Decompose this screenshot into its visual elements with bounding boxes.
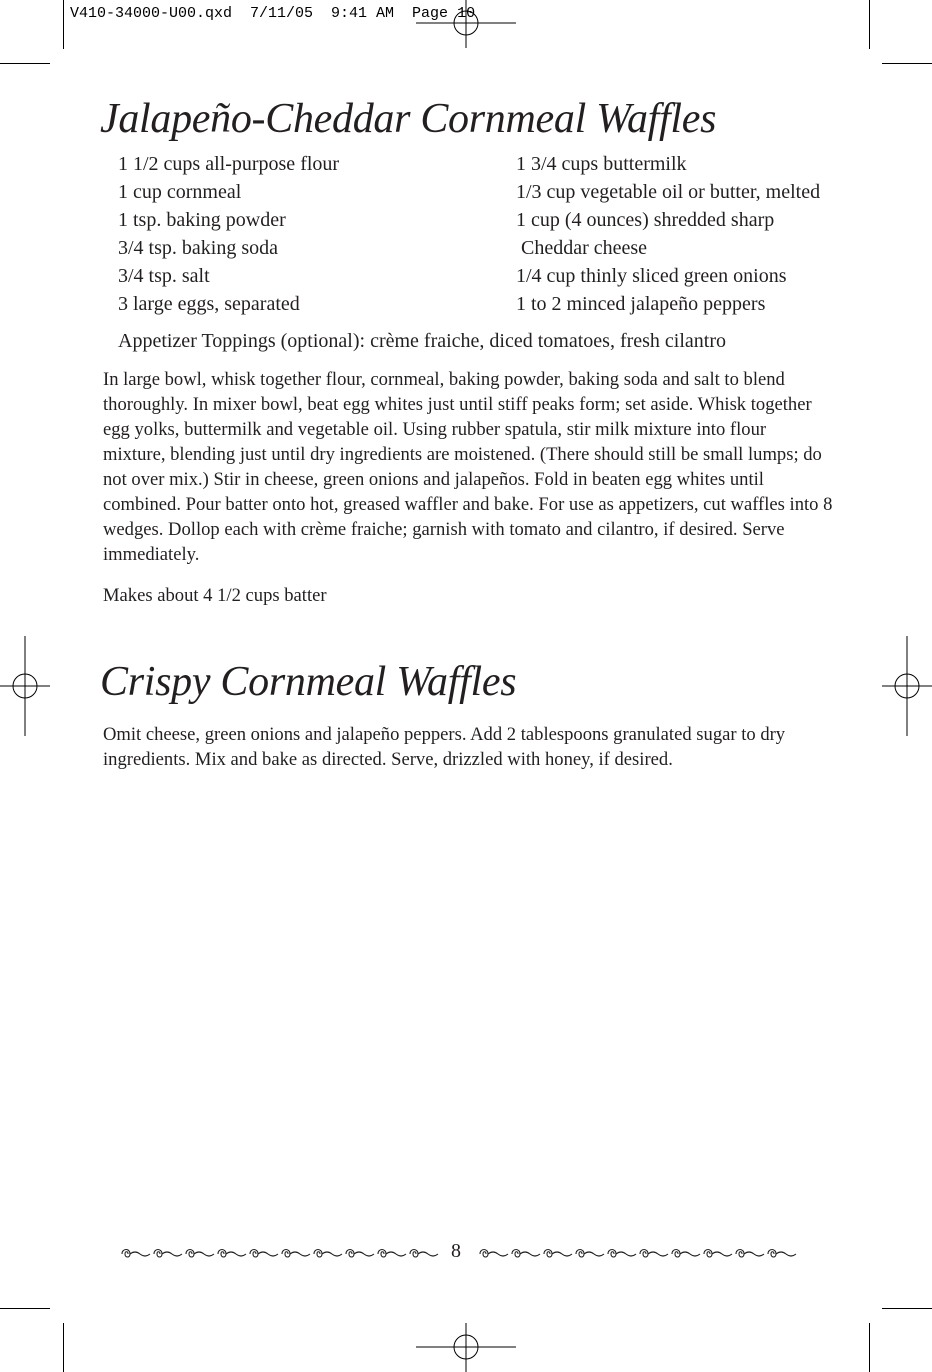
ingredient-item: 1 to 2 minced jalapeño peppers (516, 293, 766, 315)
registration-mark-bottom (416, 1323, 516, 1372)
ornament-left (122, 1250, 438, 1258)
recipe-title-jalapeno-cheddar: Jalapeño-Cheddar Cornmeal Waffles (100, 96, 717, 142)
ingredient-item: 3/4 tsp. salt (118, 265, 210, 287)
ornament-right (480, 1250, 796, 1258)
ingredient-item: 1 cup (4 ounces) shredded sharp (516, 209, 775, 231)
recipe-title-crispy-cornmeal: Crispy Cornmeal Waffles (100, 659, 517, 705)
ingredients-right-column (516, 150, 820, 318)
ingredient-item: 3/4 tsp. baking soda (118, 237, 278, 259)
registration-mark-left (0, 636, 50, 736)
ingredients-left-column (118, 150, 339, 318)
registration-mark-right (882, 636, 932, 736)
ingredient-item: 1 tsp. baking powder (118, 209, 286, 231)
print-slug-line: V410-34000-U00.qxd 7/11/05 9:41 AM Page 10 (70, 5, 476, 22)
ingredient-item: 1 3/4 cups buttermilk (516, 153, 687, 175)
ingredient-item: 1/3 cup vegetable oil or butter, melted (516, 181, 821, 203)
recipe-variation-directions: Omit cheese, green onions and jalapeño peppers. Add 2 tablespoons granulated sugar to dry ingredients. Mix and bake as directed. Serve, drizzled with honey, if desired. (103, 724, 786, 770)
ingredient-item: 1 cup cornmeal (118, 181, 242, 203)
page-number: 8 (451, 1240, 461, 1262)
ingredient-item-continuation: Cheddar cheese (521, 237, 648, 259)
ingredient-item: 1/4 cup thinly sliced green onions (516, 265, 787, 287)
recipe-yield: Makes about 4 1/2 cups batter (103, 585, 327, 606)
appetizer-toppings: Appetizer Toppings (optional): crème fraiche, diced tomatoes, fresh cilantro (118, 330, 727, 352)
ingredient-item: 3 large eggs, separated (118, 293, 300, 315)
ingredient-item: 1 1/2 cups all-purpose flour (118, 153, 340, 175)
recipe-directions: In large bowl, whisk together flour, cornmeal, baking powder, baking soda and salt to blend thoroughly. In mixer bowl, beat egg whites just until stiff peaks form; set aside. Whisk together egg yolks, buttermilk and vegetable oil. Using rubber spatula, stir milk mixture into flour mixture, blending just until dry ingredients are moistened. (There should still be small lumps; do not over mix.) Stir in cheese, green onions and jalapeños. Fold in beaten egg whites until combined. Pour batter onto hot, greased waffler and bake. For use as appetizers, cut waffles into 8 wedges. Dollop each with crème fraiche; garnish with tomato and cilantro, if desired. Serve immediately. (103, 369, 833, 565)
